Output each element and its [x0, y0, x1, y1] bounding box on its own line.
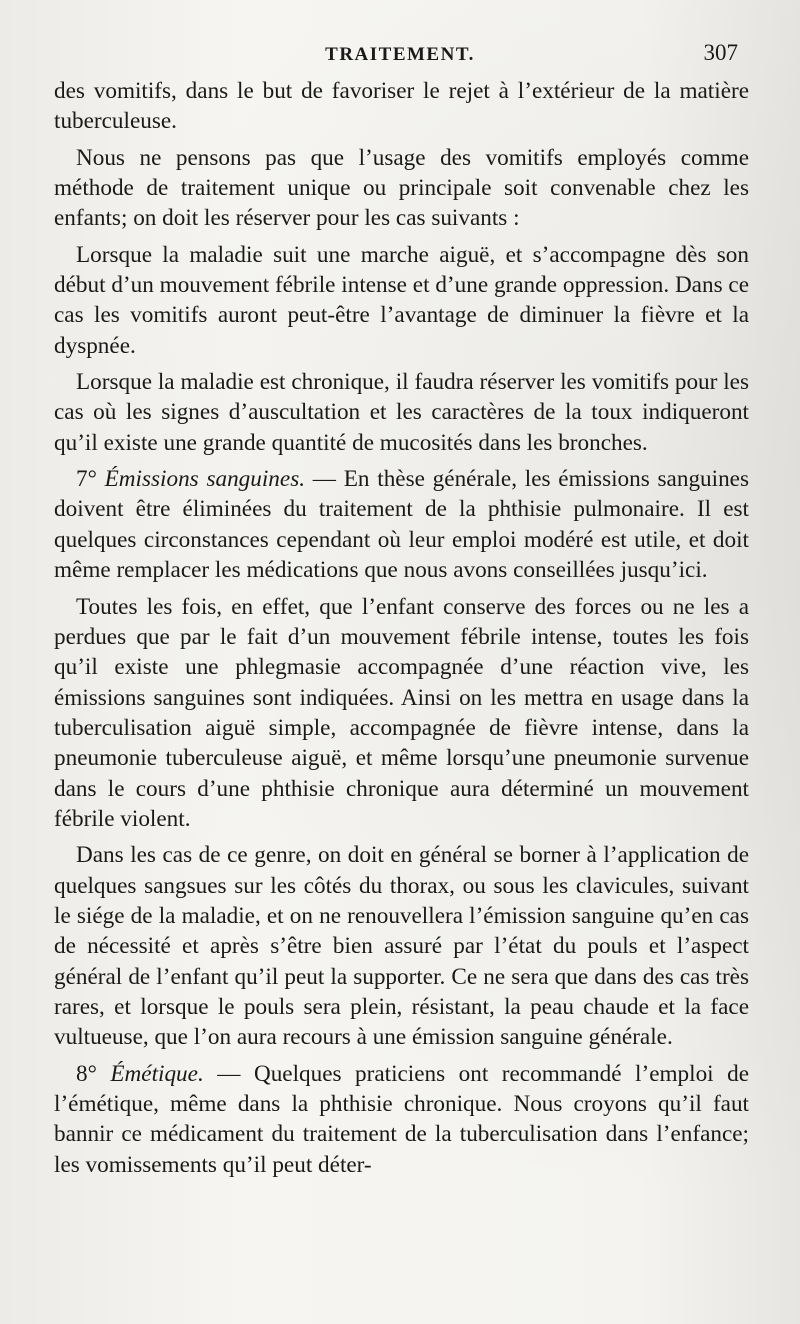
paragraph-usage-vomitifs: [54, 143, 749, 234]
section-heading-emetique: Émétique.: [110, 1060, 204, 1087]
running-header: [60, 40, 740, 70]
paragraph-text: — En thèse générale, les émissions sanguines doivent être éliminées du traitement de la phthisie pulmonaire. Il est quelques circonstances cependant où leur emploi modéré est utile, et doit même remplacer les médications que nous avons conseillées jusqu’ici.: [54, 466, 749, 584]
paragraph-text: Lorsque la maladie suit une marche aiguë, et s’accompagne dès son début d’un mouvement fébrile intense et d’une grande oppression. Dans ce cas les vomitifs auront peut-être l’avantage de diminuer la fièvre et la dyspnée.: [54, 241, 749, 359]
paragraph-cas-de-ce-genre: [54, 840, 749, 1052]
paragraph-marche-aigue: [54, 240, 749, 361]
paragraph-chronique: [54, 367, 749, 458]
paragraph-text: — Quelques praticiens ont recommandé l’emploi de l’émétique, même dans la phthisie chronique. Nous croyons qu’il faut bannir ce médicament du traitement de la tuberculisation dans l’enfance; les vomissements qu’il peut déter-: [54, 1060, 749, 1178]
paragraph-emetique: [54, 1059, 749, 1180]
paragraph-text: des vomitifs, dans le but de favoriser le rejet à l’extérieur de la matière tuberculeuse.: [54, 78, 749, 135]
section-heading-emissions-sanguines: Émissions sanguines.: [104, 466, 306, 493]
paragraph-text: Toutes les fois, en effet, que l’enfant conserve des forces ou ne les a perdues que par le fait d’un mouvement fébrile intense, toutes les fois qu’il existe une phlegmasie accompagnée d’une réaction vive, les émissions sanguines sont indiquées. Ainsi on les mettra en usage dans la tuberculisation aiguë simple, accompagnée de fièvre intense, dans la pneumonie tuberculeuse aiguë, et même lorsqu’une pneumonie survenue dans le cours d’une phthisie chronique aura déterminé un mouvement fébrile violent.: [54, 593, 749, 832]
running-title: TRAITEMENT.: [325, 44, 475, 65]
paragraph-vomitifs-continuation: [54, 76, 749, 137]
paragraph-toutes-les-fois: [54, 592, 749, 835]
section-number: 8°: [76, 1060, 111, 1087]
section-number: 7°: [76, 466, 105, 493]
paragraph-emissions-sanguines: [54, 464, 749, 585]
body-text: [54, 76, 749, 1186]
paragraph-text: Nous ne pensons pas que l’usage des vomitifs employés comme méthode de traitement unique ou principale soit convenable chez les enfants; on doit les réserver pour les cas suivants :: [54, 144, 749, 232]
paragraph-text: Lorsque la maladie est chronique, il faudra réserver les vomitifs pour les cas où les signes d’auscultation et les caractères de la toux indiqueront qu’il existe une grande quantité de mucosités dans les bronches.: [54, 369, 749, 456]
page-number: 307: [703, 40, 738, 65]
paragraph-text: Dans les cas de ce genre, on doit en général se borner à l’application de quelques sangsues sur les côtés du thorax, ou sous les clavicules, suivant le siége de la maladie, et on ne renouvellera l’émission sanguine qu’en cas de nécessité et après s’être bien assuré par l’état du pouls et l’aspect général de l’enfant qu’il peut la supporter. Ce ne sera que dans des cas très rares, et lorsque le pouls sera plein, résistant, la peau chaude et la face vultueuse, que l’on aura recours à une émission sanguine générale.: [54, 842, 749, 1051]
